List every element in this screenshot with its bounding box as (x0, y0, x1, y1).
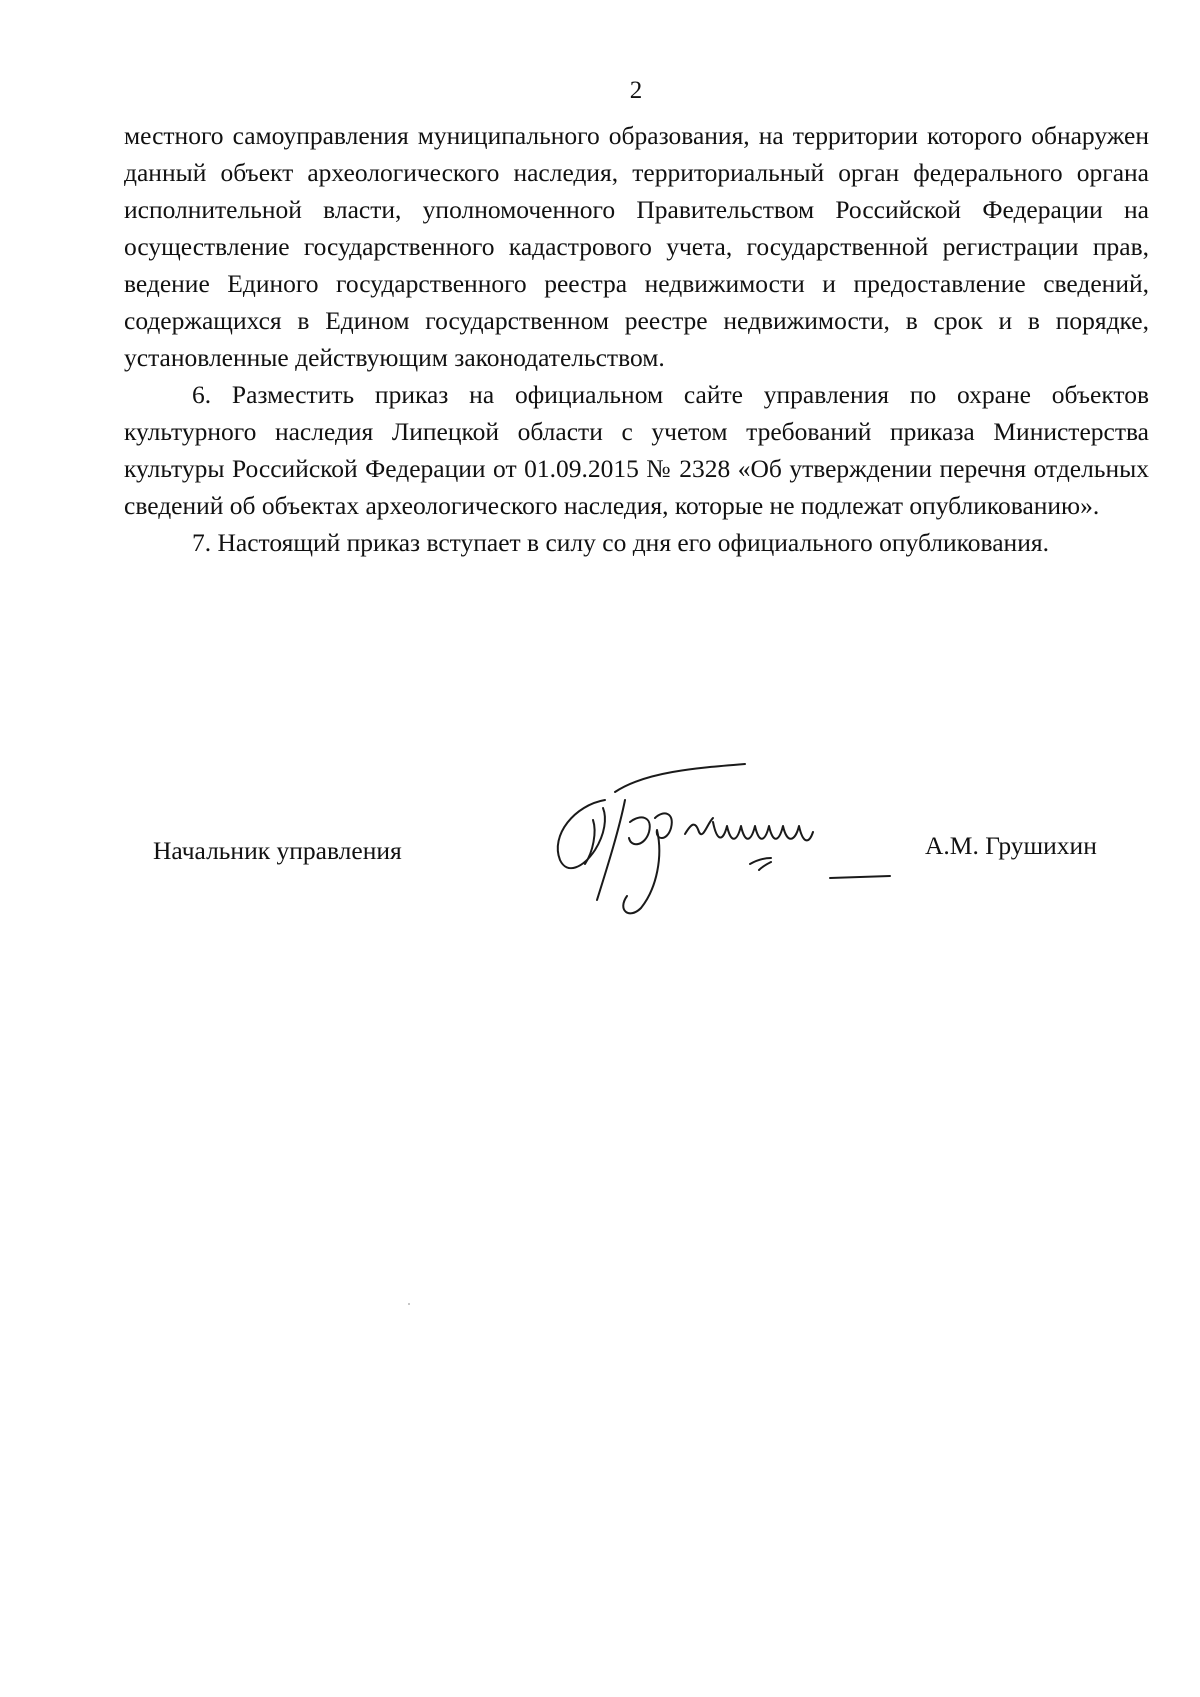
signer-name: А.М. Грушихин (925, 831, 1097, 860)
paragraph-item-6: 6. Разместить приказ на официальном сайте управления по охране объектов культурного наследия Липецкой области с учетом требований приказа Министерства культуры Российской Федерации от 01.09.2015 № 2328 «Об утверждении перечня отдельных сведений об объектах археологического наследия, которые не подлежат опубликованию». (124, 380, 1149, 520)
scan-speck (408, 1303, 410, 1305)
paragraph-item-7: 7. Настоящий приказ вступает в силу со дня его официального опубликования. (192, 528, 1049, 557)
page-number: 2 (629, 77, 643, 104)
handwritten-signature (545, 760, 925, 940)
document-body (124, 117, 1149, 561)
signature-block (0, 760, 1200, 940)
signer-position: Начальник управления (153, 836, 402, 865)
paragraph-continuation: местного самоуправления муниципального образования, на территории которого обнаружен данный объект археологического наследия, территориальный орган федерального органа исполнительной власти, уполномоченного Правительством Российской Федерации на осуществление государственного кадастрового учета, государственной регистрации прав, ведение Единого государственного реестра недвижимости и предоставление сведений, содержащихся в Едином государственном реестре недвижимости, в срок и в порядке, установленные действующим законодательством. (124, 121, 1149, 372)
